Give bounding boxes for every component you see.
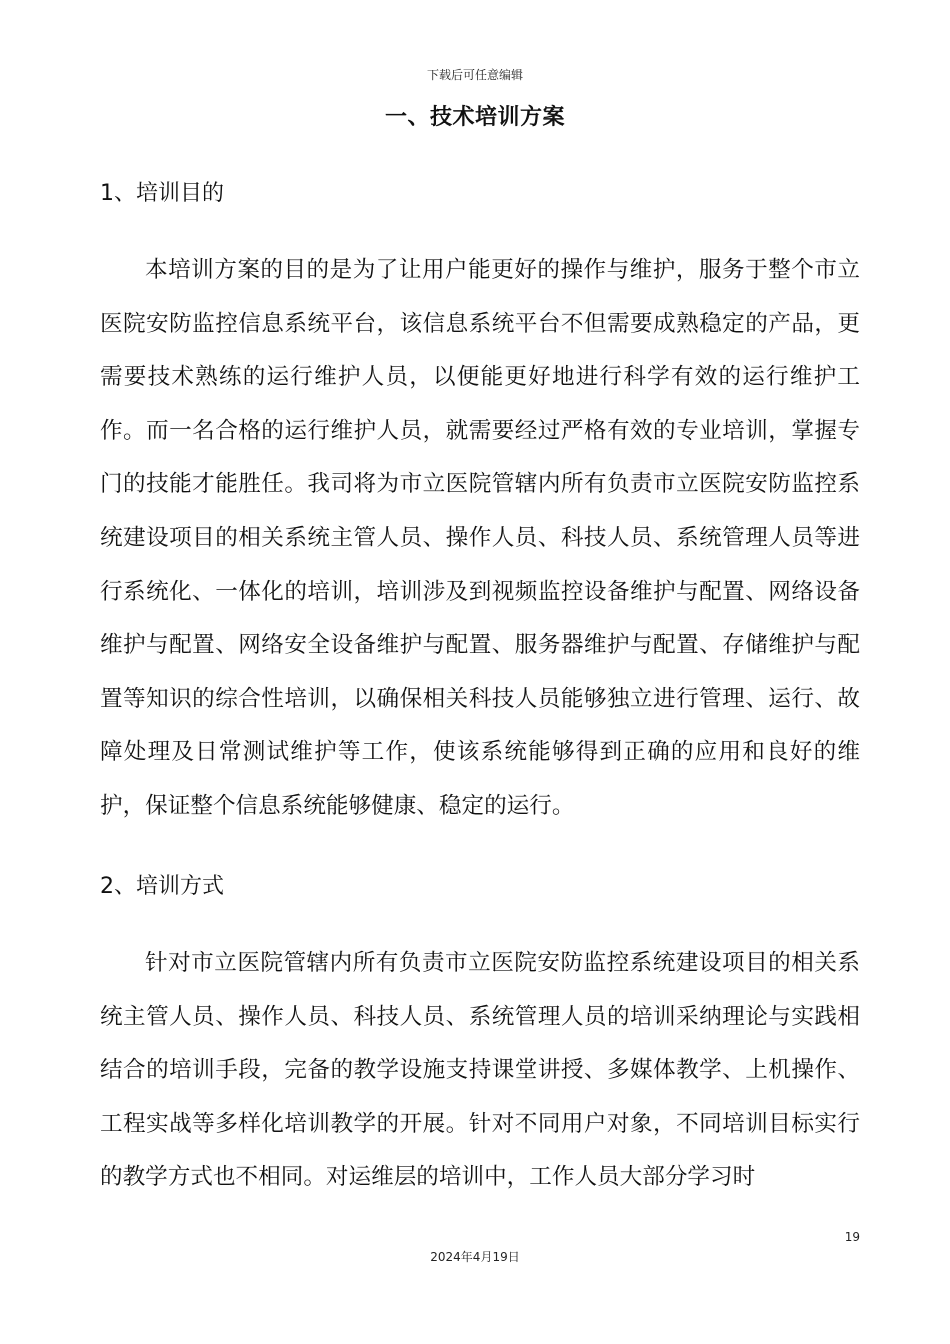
section-heading-purpose: 1、培训目的: [100, 181, 224, 206]
page-number: 19: [844, 1230, 860, 1244]
header-note: 下载后可任意编辑: [426, 68, 523, 82]
section-paragraph-purpose: 本培训方案的目的是为了让用户能更好的操作与维护，服务于整个市立医院安防监控信息系统平台，该信息系统平台不但需要成熟稳定的产品，更需要技术熟练的运行维护人员，以便能更好地进行科学有效的运行维护工作。而一名合格的运行维护人员，就需要经过严格有效的专业培训，掌握专门的技能才能胜任。我司将为市立医院管辖内所有负责市立医院安防监控系统建设项目的相关系统主管人员、操作人员、科技人员、系统管理人员等进行系统化、一体化的培训，培训涉及到视频监控设备维护与配置、网络设备维护与配置、网络安全设备维护与配置、服务器维护与配置、存储维护与配置等知识的综合性培训，以确保相关科技人员能够独立进行管理、运行、故障处理及日常测试维护等工作，使该系统能够得到正确的应用和良好的维护，保证整个信息系统能够健康、稳定的运行。: [100, 257, 860, 819]
section-paragraph-method: 针对市立医院管辖内所有负责市立医院安防监控系统建设项目的相关系统主管人员、操作人员、科技人员、系统管理人员的培训采纳理论与实践相结合的培训手段，完备的教学设施支持课堂讲授、多媒体教学、上机操作、工程实战等多样化培训教学的开展。针对不同用户对象，不同培训目标实行的教学方式也不相同。对运维层的培训中，工作人员大部分学习时: [100, 950, 860, 1191]
footer-date: 2024年4月19日: [430, 1250, 520, 1264]
document-title: 一、技术培训方案: [384, 105, 565, 130]
section-heading-method: 2、培训方式: [100, 874, 224, 899]
